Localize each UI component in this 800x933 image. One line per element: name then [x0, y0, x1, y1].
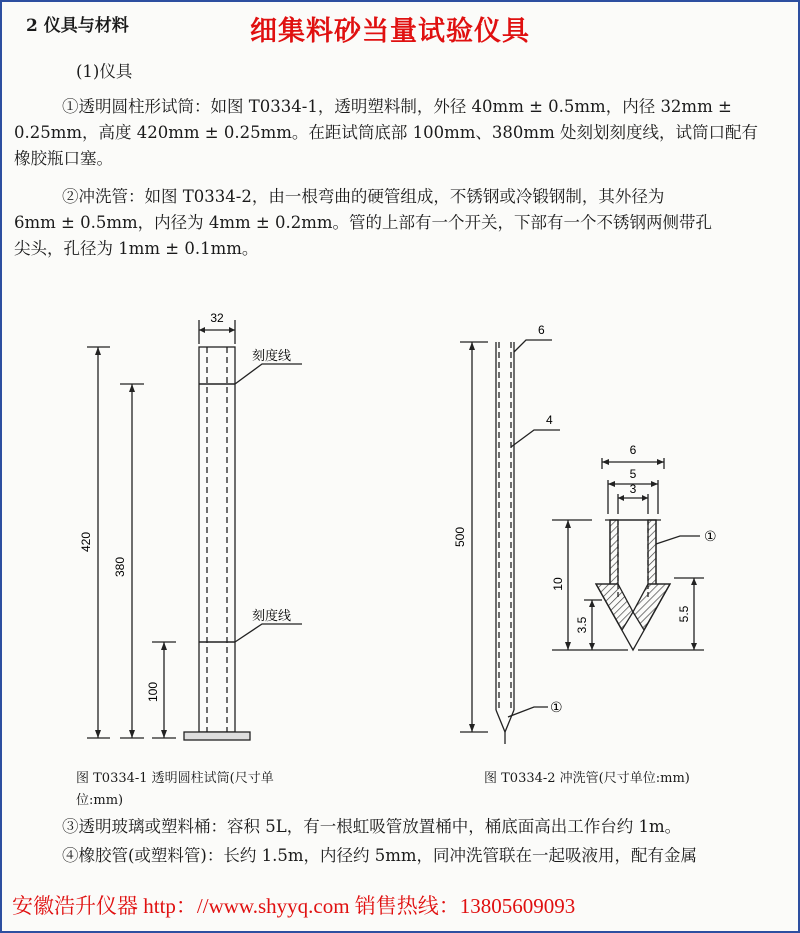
- paragraph-heading: (1)仪具: [76, 62, 133, 81]
- dim-width-label: 32: [210, 311, 224, 325]
- dim-lower-label: 100: [146, 681, 160, 703]
- detail-right-label: 5.5: [677, 605, 691, 623]
- paragraph-line: ①透明圆柱形试筒：如图 T0334-1，透明塑料制，外径 40mm ± 0.5mm，内径 32mm ±: [62, 97, 732, 116]
- paragraph-line: ③透明玻璃或塑料桶：容积 5L，有一根虹吸管放置桶中，桶底面高出工作台约 1m。: [62, 817, 682, 836]
- detail-height-label: 10: [551, 577, 565, 591]
- dim-upper-label: 380: [113, 556, 127, 578]
- paragraph-line: 橡胶瓶口塞。: [14, 149, 113, 168]
- detail-left-label: 3.5: [575, 616, 589, 634]
- detail-marker: ①: [704, 528, 717, 544]
- paragraph-line: ④橡胶管(或塑料管)：长约 1.5m，内径约 5mm，同冲洗管联在一起吸液用，配有金属: [62, 846, 698, 865]
- figure-flush-tube: [442, 312, 772, 752]
- detail-mid-label: 5: [629, 467, 637, 481]
- figure-cylinder: [62, 302, 352, 762]
- outer-diameter-label: 6: [538, 323, 545, 337]
- mark-label-bottom: 刻度线: [252, 608, 292, 623]
- inner-diameter-label: 4: [546, 413, 553, 427]
- figure2-caption: 图 T0334-2 冲洗管(尺寸单位:mm): [484, 771, 690, 786]
- figure1-caption-line1: 图 T0334-1 透明圆柱试筒(尺寸单: [76, 771, 274, 786]
- detail-outer-label: 6: [629, 443, 637, 457]
- paragraph-line: 尖头，孔径为 1mm ± 0.1mm。: [14, 239, 259, 258]
- tip-marker: ①: [550, 699, 563, 715]
- figure1-caption-line2: 位:mm): [76, 793, 124, 808]
- cylinder-body: [199, 347, 235, 732]
- dim-total-label: 420: [79, 531, 93, 553]
- cylinder-base: [184, 732, 250, 740]
- paragraph-line: 6mm ± 0.5mm，内径为 4mm ± 0.2mm。管的上部有一个开关，下部有一个不锈钢两侧带孔: [14, 213, 713, 232]
- mark-label-top: 刻度线: [252, 348, 292, 363]
- tube-length-label: 500: [453, 526, 467, 548]
- section-heading: 2 仪具与材料: [26, 16, 129, 36]
- paragraph-line: 0.25mm，高度 420mm ± 0.25mm。在距试筒底部 100mm、380mm 处刻划刻度线，试筒口配有: [14, 123, 758, 142]
- headline: 细集料砂当量试验仪具: [250, 16, 530, 47]
- footer-banner: 安徽浩升仪器 http：//www.shyyq.com 销售热线：13805609093: [12, 894, 576, 918]
- paragraph-line: ②冲洗管：如图 T0334-2，由一根弯曲的硬管组成，不锈钢或冷锻钢制，其外径为: [62, 187, 665, 206]
- detail-inner-label: 3: [629, 482, 637, 496]
